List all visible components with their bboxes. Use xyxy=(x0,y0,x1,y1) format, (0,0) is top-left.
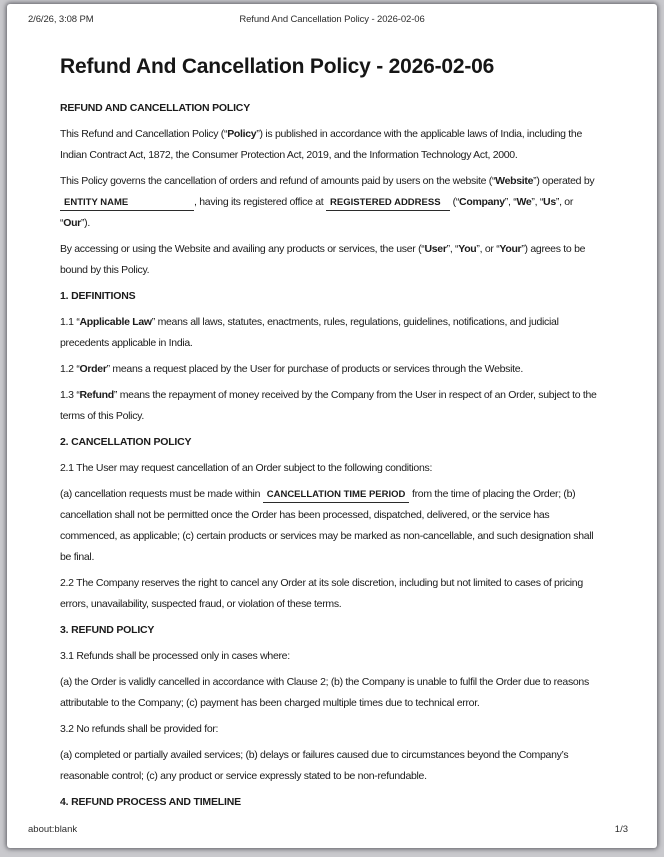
section-heading: 4. REFUND PROCESS AND TIMELINE xyxy=(60,796,241,808)
bold-text: Your xyxy=(499,243,522,255)
paragraph: 2.1 The User may request cancellation of an Order subject to the following conditions: xyxy=(60,462,433,474)
print-header xyxy=(28,14,636,28)
bold-text: Policy xyxy=(227,128,257,140)
paragraph: 3.2 No refunds shall be provided for: xyxy=(60,723,219,735)
print-header-timestamp: 2/6/26, 3:08 PM xyxy=(28,14,94,25)
paragraph: This Refund and Cancellation Policy (“Policy”) is published in accordance with the applicable laws of India, including the Indian Contract Act, 1872, the Consumer Protection Act, 2019, and the Information Technology Act, 2000. xyxy=(60,128,582,161)
paragraph: 1.2 “Order” means a request placed by the User for purchase of products or services through the Website. xyxy=(60,363,523,375)
paragraph: By accessing or using the Website and availing any products or services, the user (“User”, “You”, or “Your”) agrees to be bound by this Policy. xyxy=(60,243,586,276)
document-page xyxy=(7,4,657,848)
paragraph: 3.1 Refunds shall be processed only in cases where: xyxy=(60,650,290,662)
bold-text: Our xyxy=(63,217,81,229)
bold-text: Refund xyxy=(79,389,114,401)
paragraph: 2.2 The Company reserves the right to cancel any Order at its sole discretion, including but not limited to cases of pricing errors, unavailability, suspected fraud, or violation of these terms. xyxy=(60,577,583,610)
page-title: Refund And Cancellation Policy - 2026-02-06 xyxy=(60,55,495,78)
bold-text: Applicable Law xyxy=(79,316,152,328)
paragraph: (a) cancellation requests must be made within CANCELLATION TIME PERIOD from the time of placing the Order; (b) cancellation shall not be permitted once the Order has been processed, dispatched, delivered, or the service has commenced, as applicable; (c) certain products or services may be marked as non-cancellable, and such designation shall be final. xyxy=(60,488,594,563)
bold-text: Order xyxy=(79,363,107,375)
bold-text: We xyxy=(516,196,532,208)
print-footer xyxy=(28,824,628,835)
print-footer-page-number: 1/3 xyxy=(614,824,628,835)
bold-text: You xyxy=(458,243,477,255)
print-header-title: Refund And Cancellation Policy - 2026-02-06 xyxy=(239,14,425,25)
document-body xyxy=(60,98,604,813)
blank-field-entity-name: ENTITY NAME xyxy=(60,197,194,211)
bold-text: User xyxy=(424,243,447,255)
bold-text: Website xyxy=(495,175,534,187)
document-content xyxy=(60,54,604,813)
blank-field-registered-address: REGISTERED ADDRESS xyxy=(326,197,450,211)
section-heading: 1. DEFINITIONS xyxy=(60,290,136,302)
paragraph: (a) completed or partially availed services; (b) delays or failures caused due to circumstances beyond the Company’s reasonable control; (c) any product or service expressly stated to be non-refundable. xyxy=(60,749,569,782)
section-heading: 3. REFUND POLICY xyxy=(60,624,155,636)
section-heading: REFUND AND CANCELLATION POLICY xyxy=(60,102,250,114)
paragraph: 1.1 “Applicable Law” means all laws, statutes, enactments, rules, regulations, guidelines, notifications, and judicial precedents applicable in India. xyxy=(60,316,559,349)
paragraph: This Policy governs the cancellation of orders and refund of amounts paid by users on the website (“Website”) operated by ENTITY NAME , having its registered office at REGISTERED ADDRESS (“Company”, “We”, “Us”, or “Our”). xyxy=(60,175,595,229)
bold-text: Company xyxy=(459,196,505,208)
section-heading: 2. CANCELLATION POLICY xyxy=(60,436,192,448)
blank-field-cancellation-time-period: CANCELLATION TIME PERIOD xyxy=(263,489,410,503)
paragraph: 1.3 “Refund” means the repayment of money received by the Company from the User in respect of an Order, subject to the terms of this Policy. xyxy=(60,389,597,422)
paragraph: (a) the Order is validly cancelled in accordance with Clause 2; (b) the Company is unable to fulfil the Order due to reasons attributable to the Company; (c) payment has been charged multiple times due to technical error. xyxy=(60,676,589,709)
bold-text: Us xyxy=(543,196,556,208)
print-footer-source: about:blank xyxy=(28,824,78,835)
